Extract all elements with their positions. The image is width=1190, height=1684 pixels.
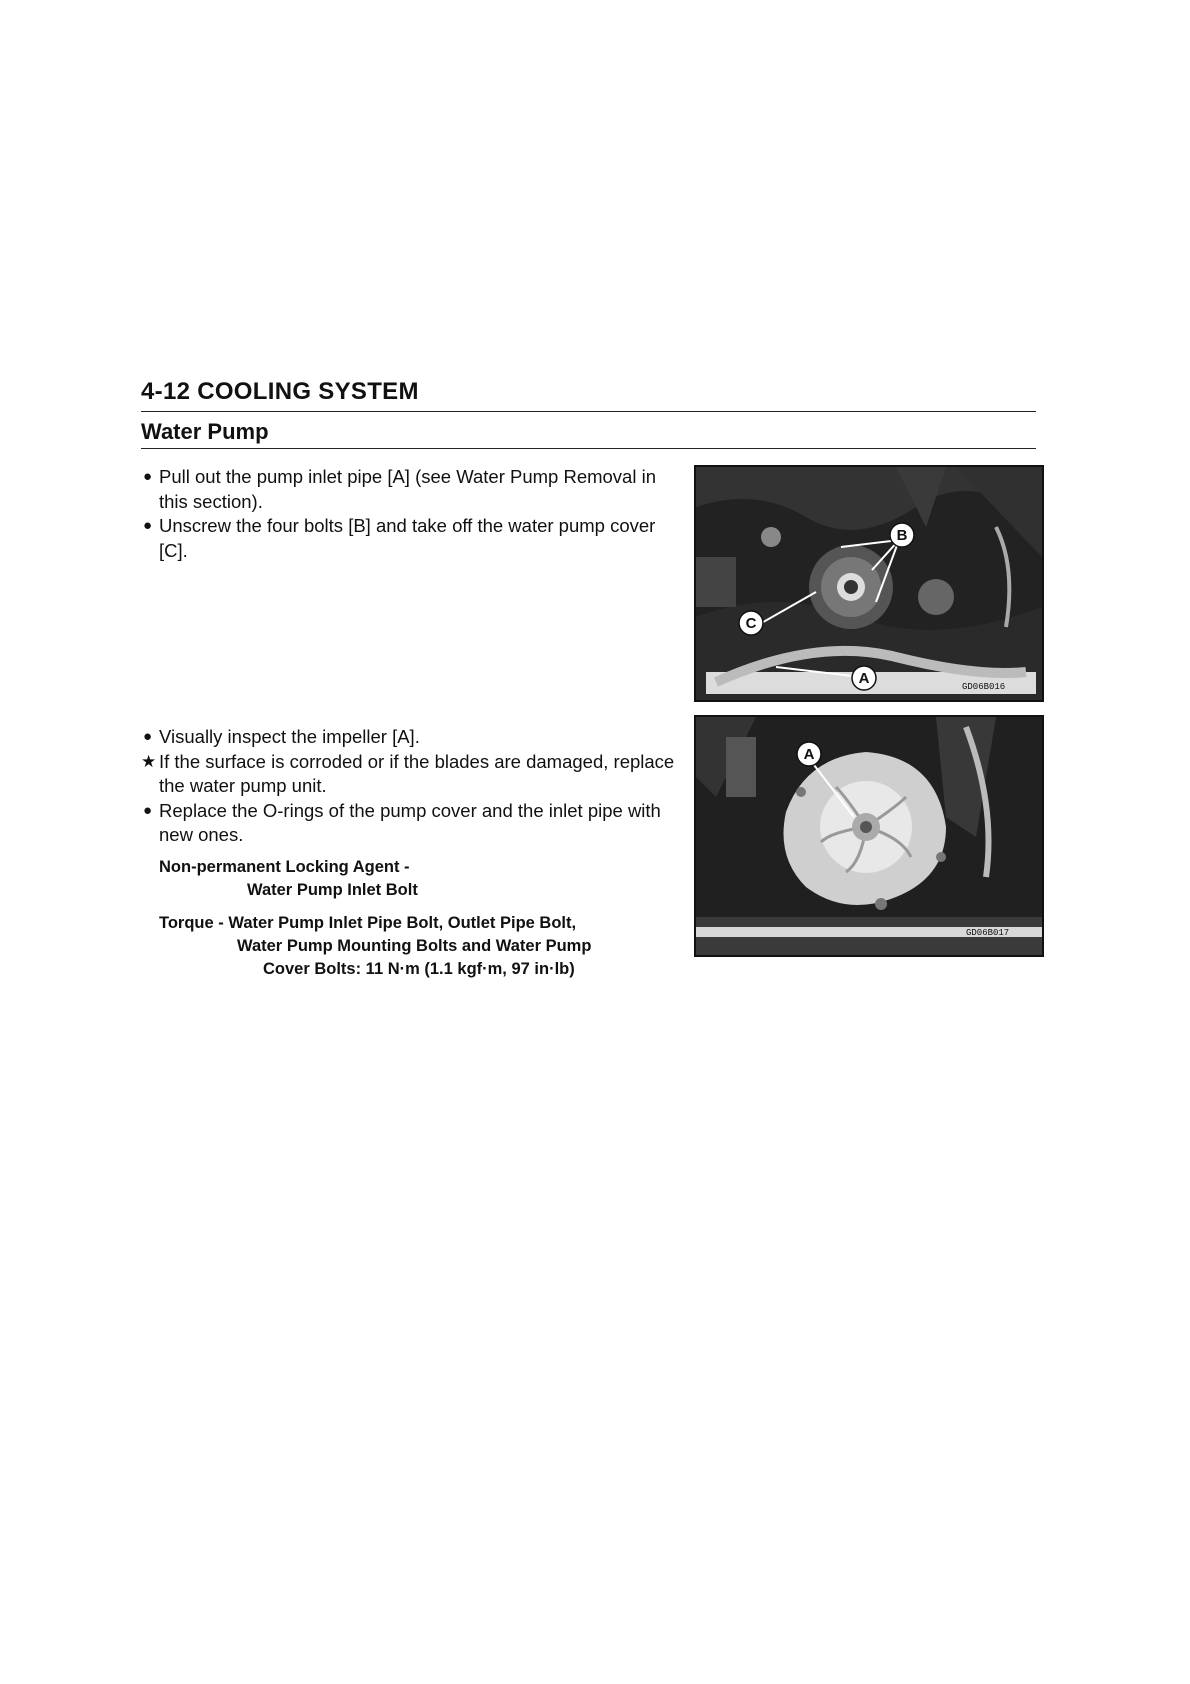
svg-text:A: A: [803, 746, 815, 763]
section-title: Water Pump: [141, 419, 269, 444]
photo-water-pump-cover: [694, 465, 1044, 702]
bullet-text: Visually inspect the impeller [A].: [159, 726, 420, 747]
section-rule: [141, 448, 1036, 449]
bullet-dot-icon: ●: [143, 468, 153, 485]
locking-agent-item: Water Pump Inlet Bolt: [247, 880, 418, 899]
page-title: 4-12 COOLING SYSTEM: [141, 378, 419, 405]
impeller-illustration: [696, 717, 1042, 955]
bullet-dot-icon: ●: [143, 728, 153, 745]
list-item: [143, 750, 675, 799]
list-item: [143, 799, 675, 848]
svg-text:B: B: [896, 527, 908, 544]
callout-b: [890, 523, 914, 547]
callout-a: [797, 742, 821, 766]
torque-label: Torque - Water Pump Inlet Pipe Bolt, Outlet Pipe Bolt,: [159, 913, 577, 932]
locking-agent-note: [143, 856, 675, 902]
photo-impeller: [694, 715, 1044, 957]
page-header: [141, 378, 1036, 406]
star-icon: ★: [141, 751, 157, 771]
list-item: [143, 725, 675, 750]
bullet-text: Replace the O-rings of the pump cover and the inlet pipe with new ones.: [159, 799, 661, 845]
photo-code: GD06B017: [966, 928, 1010, 938]
bullet-text: Unscrew the four bolts [B] and take off the water pump cover [C].: [159, 515, 656, 561]
list-item: [143, 514, 675, 563]
list-item: [143, 465, 675, 514]
callout-a: [852, 666, 876, 690]
locking-agent-label: Non-permanent Locking Agent -: [159, 857, 410, 876]
header-rule: [141, 411, 1036, 412]
torque-line-2: Water Pump Mounting Bolts and Water Pump: [237, 936, 592, 955]
bullet-text: If the surface is corroded or if the blades are damaged, replace the water pump unit.: [159, 750, 675, 796]
bullet-dot-icon: ●: [143, 801, 153, 819]
svg-text:C: C: [745, 615, 757, 632]
svg-text:A: A: [858, 670, 870, 687]
water-pump-cover-illustration: [696, 467, 1042, 700]
bullet-text: Pull out the pump inlet pipe [A] (see Water Pump Removal in this section).: [159, 466, 656, 512]
procedure-block-2: [143, 725, 675, 981]
procedure-block-1: [143, 465, 675, 563]
bullet-dot-icon: ●: [143, 517, 153, 534]
photo-code: GD06B016: [962, 682, 1006, 692]
callout-c: [739, 611, 763, 635]
torque-spec: [143, 912, 675, 981]
torque-line-3: Cover Bolts: 11 N·m (1.1 kgf·m, 97 in·lb): [263, 959, 575, 978]
